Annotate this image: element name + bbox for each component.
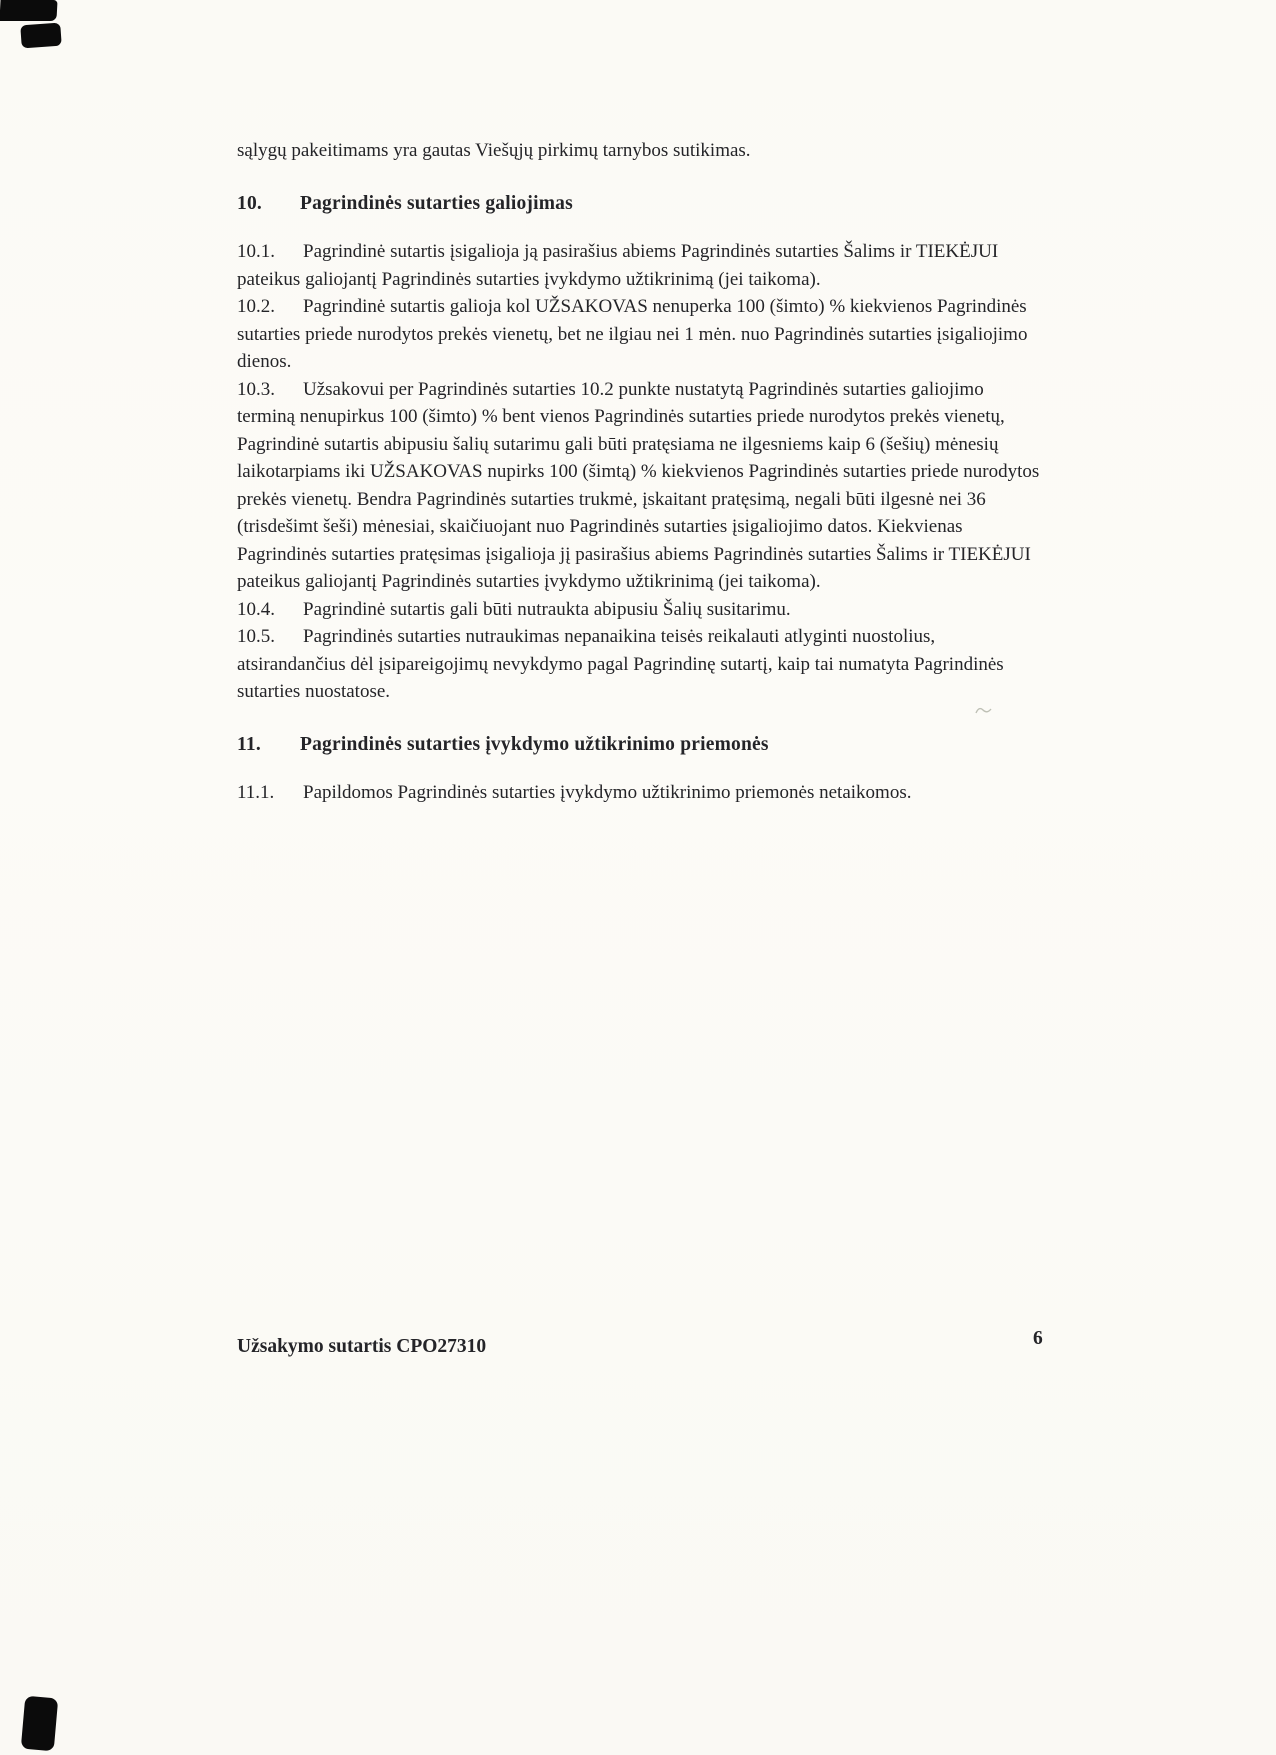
footer-doc-title: Užsakymo sutartis CPO27310 [237, 1336, 487, 1357]
clause-number: 10.5. [237, 626, 275, 647]
clause-10-2 [237, 293, 1043, 376]
clause-10-5 [237, 623, 1043, 706]
clause-number: 10.1. [237, 241, 275, 262]
clause-11-1 [237, 779, 1043, 807]
document-body [237, 137, 1043, 807]
scan-artifact-top-left-2 [20, 23, 62, 49]
clause-10-3 [237, 376, 1043, 596]
section-title: Pagrindinės sutarties galiojimas [300, 192, 573, 214]
intro-paragraph: sąlygų pakeitimams yra gautas Viešųjų pirkimų tarnybos sutikimas. [237, 140, 751, 161]
clause-text: Pagrindinės sutarties nutraukimas nepanaikina teisės reikalauti atlyginti nuostolius, atsirandančius dėl įsipareigojimų nevykdymo pagal Pagrindinę sutartį, kaip tai numatyta Pagrindinės sutarties nuostatose. [237, 626, 1004, 702]
pen-mark [974, 704, 994, 722]
section-title: Pagrindinės sutarties įvykdymo užtikrinimo priemonės [300, 733, 769, 755]
clause-number: 11.1. [237, 782, 275, 803]
clause-text: Pagrindinė sutartis galioja kol UŽSAKOVAS nenuperka 100 (šimto) % kiekvienos Pagrindinės sutarties priede nurodytos prekės vienetų, bet ne ilgiau nei 1 mėn. nuo Pagrindinės sutarties įsigaliojimo dienos. [237, 296, 1028, 372]
clause-number: 10.2. [237, 296, 275, 317]
page-number: 6 [1033, 1328, 1043, 1349]
clause-10-4 [237, 596, 1043, 624]
pen-mark-squiggle [974, 704, 994, 717]
section-number: 11. [237, 733, 261, 755]
section-10-heading [237, 190, 1043, 218]
clause-text: Pagrindinė sutartis gali būti nutraukta abipusiu Šalių susitarimu. [303, 598, 791, 620]
section-number: 10. [237, 192, 262, 214]
clause-number: 10.3. [237, 378, 275, 400]
clause-text: Užsakovui per Pagrindinės sutarties 10.2 punkte nustatytą Pagrindinės sutarties galiojimo terminą nenupirkus 100 (šimto) % bent vienos Pagrindinės sutarties priede nurodytos prekės vienetų, Pagrindinė sutartis abipusiu šalių sutarimu gali būti pratęsiama ne ilgesniems kaip 6 (šešių) mėnesių laikotarpiams iki UŽSAKOVAS nupirks 100 (šimtą) % kiekvienos Pagrindinės sutarties priede nurodytos prekės vienetų. Bendra Pagrindinės sutarties trukmė, įskaitant pratęsimą, negali būti ilgesnė nei 36 (trisdešimt šeši) mėnesiai, skaičiuojant nuo Pagrindinės sutarties įsigaliojimo datos. Kiekvienas Pagrindinės sutarties pratęsimas įsigalioja jį pasirašius abiems Pagrindinės sutarties Šalims ir TIEKĖJUI pateikus galiojantį Pagrindinės sutarties įvykdymo užtikrinimą (jei taikoma). [237, 378, 1040, 592]
clause-number: 10.4. [237, 598, 275, 620]
scan-artifact-top-left-1 [0, 0, 58, 21]
section-11-heading [237, 731, 1043, 759]
clause-10-1 [237, 238, 1043, 293]
scan-artifact-bottom-left [21, 1696, 58, 1752]
clause-text: Papildomos Pagrindinės sutarties įvykdymo užtikrinimo priemonės netaikomos. [303, 782, 912, 803]
clause-text: Pagrindinė sutartis įsigalioja ją pasirašius abiems Pagrindinės sutarties Šalims ir TIEKĖJUI pateikus galiojantį Pagrindinės sutarties įvykdymo užtikrinimą (jei taikoma). [237, 241, 999, 290]
